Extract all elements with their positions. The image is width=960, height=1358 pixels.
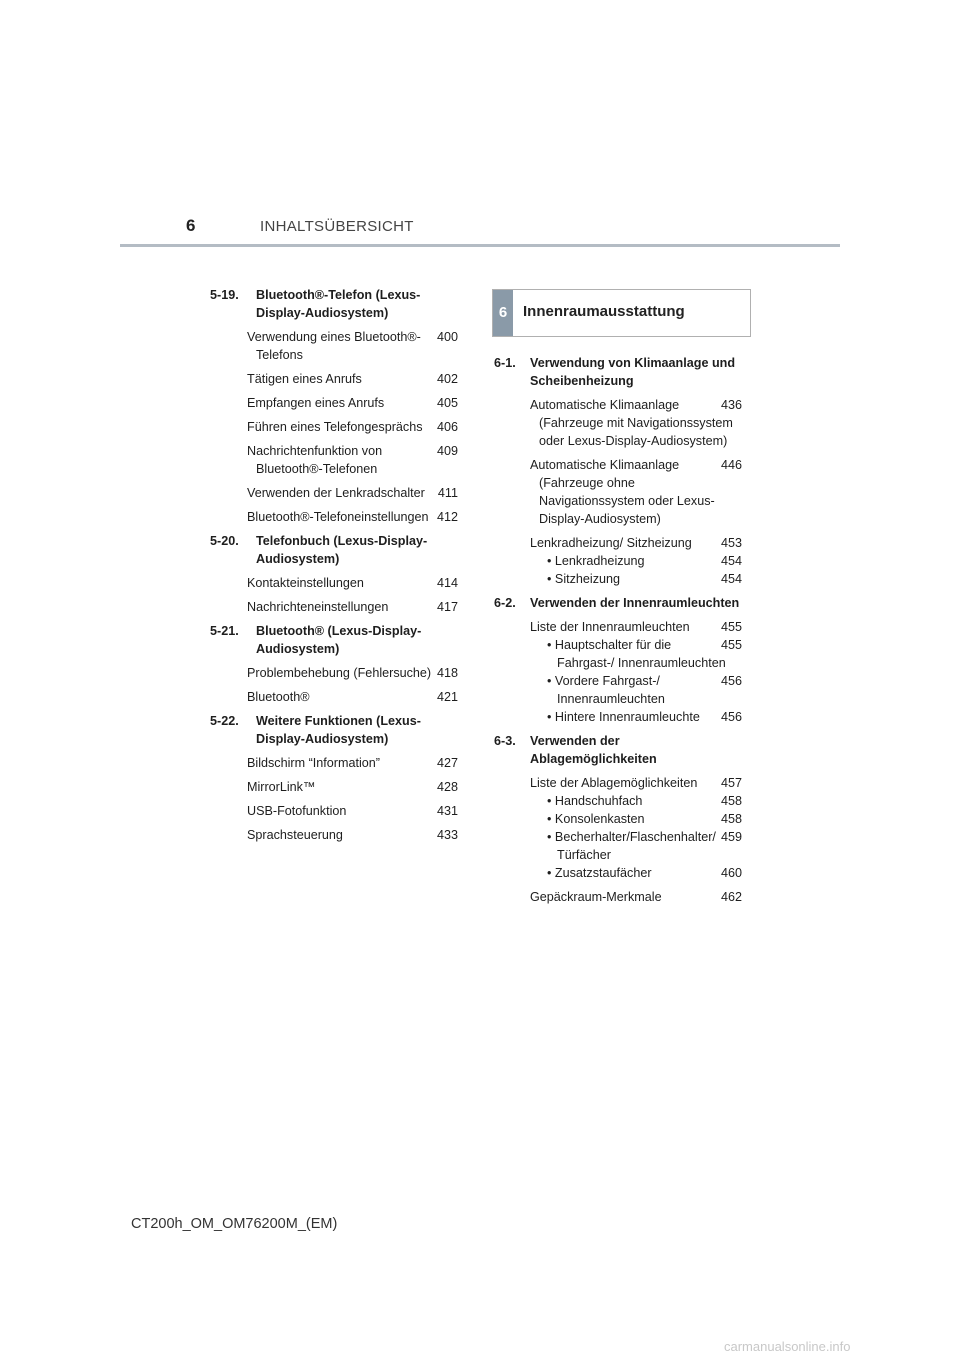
toc-sub-entry[interactable]	[539, 672, 742, 708]
bullet-icon: •	[547, 554, 555, 568]
page-ref[interactable]: 458	[720, 794, 742, 808]
page-ref[interactable]: 421	[436, 690, 458, 704]
section-number: 6-2.	[494, 596, 516, 610]
page-ref[interactable]: 456	[720, 710, 742, 724]
page-ref[interactable]: 418	[436, 666, 458, 680]
entry-label: Lenkradheizung/ Sitzheizung	[530, 536, 692, 550]
page-ref[interactable]: 431	[436, 804, 458, 818]
toc-entry[interactable]	[247, 778, 458, 796]
toc-section	[494, 732, 742, 906]
entry-label: Bildschirm “Information”	[247, 756, 380, 770]
page-ref[interactable]: 456	[720, 674, 742, 688]
section-number: 5-19.	[210, 288, 239, 302]
toc-entry[interactable]	[247, 574, 458, 592]
toc-entry[interactable]	[247, 328, 458, 364]
page-ref[interactable]: 459	[720, 830, 742, 844]
toc-section	[210, 622, 458, 706]
toc-entry[interactable]	[247, 442, 458, 478]
watermark: carmanualsonline.info	[724, 1339, 851, 1354]
toc-sub-entry[interactable]	[539, 570, 742, 588]
bullet-icon: •	[547, 794, 555, 808]
page-ref[interactable]: 405	[436, 396, 458, 410]
entry-label: Hintere Innenraumleuchte	[554, 710, 700, 724]
entry-label: USB-Fotofunktion	[247, 804, 347, 818]
toc-entry[interactable]	[530, 618, 742, 726]
bullet-icon: •	[547, 638, 555, 652]
header-title: INHALTSÜBERSICHT	[260, 218, 414, 235]
toc-entry[interactable]	[530, 888, 742, 906]
toc-entries	[530, 774, 742, 906]
section-number: 5-22.	[210, 714, 239, 728]
page-ref[interactable]: 454	[720, 554, 742, 568]
toc-right-column	[494, 354, 742, 912]
entry-label: Automatische Klimaanlage (Fahrzeuge ohne Navigationssystem oder Lexus-Display-Audiosystem)	[530, 458, 715, 526]
toc-section	[210, 712, 458, 844]
toc-sub-entry[interactable]	[539, 810, 742, 828]
page-ref[interactable]: 402	[436, 372, 458, 386]
page-ref[interactable]: 462	[720, 890, 742, 904]
toc-entry[interactable]	[247, 418, 458, 436]
toc-sub-entry[interactable]	[539, 864, 742, 882]
section-title: Verwenden der Innenraumleuchten	[530, 596, 740, 610]
sub-entries	[539, 792, 742, 882]
toc-entry[interactable]	[247, 664, 458, 682]
toc-sub-entry[interactable]	[539, 708, 742, 726]
entry-label: Führen eines Telefongesprächs	[247, 420, 423, 434]
section-number: 5-20.	[210, 534, 239, 548]
sub-entries	[539, 552, 742, 588]
entry-label: Hauptschalter für die Fahrgast-/ Innenraumleuchten	[554, 638, 726, 670]
toc-sub-entry[interactable]	[539, 828, 742, 864]
header-rule	[120, 244, 840, 247]
toc-entry[interactable]	[247, 370, 458, 388]
page-ref[interactable]: 414	[436, 576, 458, 590]
page-ref[interactable]: 411	[437, 486, 458, 500]
entry-label: Kontakteinstellungen	[247, 576, 364, 590]
entry-label: Sitzheizung	[554, 572, 621, 586]
page-ref[interactable]: 417	[436, 600, 458, 614]
page-ref[interactable]: 458	[720, 812, 742, 826]
entry-label: Lenkradheizung	[554, 554, 645, 568]
entry-label: Nachrichteneinstellungen	[247, 600, 389, 614]
page-header	[120, 214, 840, 246]
toc-entry[interactable]	[530, 456, 742, 528]
entry-label: Automatische Klimaanlage (Fahrzeuge mit Navigationssystem oder Lexus-Display-Audiosystem)	[530, 398, 733, 448]
entry-label: Verwendung eines Bluetooth®-Telefons	[247, 330, 421, 362]
section-number: 6-3.	[494, 734, 516, 748]
bullet-icon: •	[547, 572, 555, 586]
page-ref[interactable]: 455	[720, 620, 742, 634]
toc-entries	[247, 328, 458, 526]
toc-entry[interactable]	[530, 774, 742, 882]
toc-entry[interactable]	[247, 688, 458, 706]
page-number: 6	[186, 216, 196, 235]
entry-label: Zusatzstaufächer	[554, 866, 652, 880]
toc-entries	[247, 754, 458, 844]
page-ref[interactable]: 427	[436, 756, 458, 770]
toc-entry[interactable]	[247, 826, 458, 844]
chapter-number: 6	[498, 304, 508, 321]
entry-label: Handschuhfach	[554, 794, 643, 808]
footer-code: CT200h_OM_OM76200M_(EM)	[131, 1216, 338, 1232]
chapter-title: Innenraumausstattung	[523, 303, 685, 320]
toc-sub-entry[interactable]	[539, 636, 742, 672]
entry-label: Bluetooth®	[247, 690, 310, 704]
toc-entries	[530, 618, 742, 726]
toc-entry[interactable]	[530, 534, 742, 588]
bullet-icon: •	[547, 812, 555, 826]
entry-label: Liste der Ablagemöglichkeiten	[530, 776, 698, 790]
bullet-icon: •	[547, 674, 555, 688]
page-ref[interactable]: 406	[436, 420, 458, 434]
toc-entry[interactable]	[247, 802, 458, 820]
toc-entries	[247, 574, 458, 616]
entry-label: Vordere Fahrgast-/ Innenraumleuchten	[554, 674, 665, 706]
toc-entry[interactable]	[247, 484, 458, 502]
page-ref[interactable]: 433	[436, 828, 458, 842]
sub-entries	[539, 636, 742, 726]
entry-label: Gepäckraum-Merkmale	[530, 890, 662, 904]
toc-sub-entry[interactable]	[539, 552, 742, 570]
toc-section	[494, 594, 742, 726]
section-title: Telefonbuch (Lexus-Display-Audiosystem)	[256, 534, 428, 566]
toc-entry[interactable]	[247, 754, 458, 772]
page-ref[interactable]: 428	[436, 780, 458, 794]
entry-label: Problembehebung (Fehlersuche)	[247, 666, 432, 680]
toc-section	[210, 532, 458, 616]
entry-label: Tätigen eines Anrufs	[247, 372, 362, 386]
bullet-icon: •	[547, 830, 555, 844]
toc-entry[interactable]	[247, 394, 458, 412]
page-ref[interactable]: 453	[720, 536, 742, 550]
page-ref[interactable]: 409	[436, 444, 458, 458]
section-title: Weitere Funktionen (Lexus-Display-Audiosystem)	[256, 714, 421, 746]
section-title: Bluetooth®-Telefon (Lexus-Display-Audiosystem)	[256, 288, 421, 320]
page-ref[interactable]: 455	[720, 638, 742, 652]
bullet-icon: •	[547, 866, 555, 880]
entry-label: Empfangen eines Anrufs	[247, 396, 385, 410]
toc-entry[interactable]	[247, 598, 458, 616]
toc-entry[interactable]	[247, 508, 458, 526]
chapter-box[interactable]	[492, 289, 751, 337]
page-ref[interactable]: 460	[720, 866, 742, 880]
toc-entries	[247, 664, 458, 706]
toc-entries	[530, 396, 742, 588]
page-ref[interactable]: 436	[720, 398, 742, 412]
entry-label: Verwenden der Lenkradschalter	[247, 486, 425, 500]
entry-label: Nachrichtenfunktion von Bluetooth®-Telefonen	[247, 444, 383, 476]
entry-label: Sprachsteuerung	[247, 828, 343, 842]
entry-label: Konsolenkasten	[554, 812, 645, 826]
entry-label: Bluetooth®-Telefoneinstellungen	[247, 510, 429, 524]
section-title: Bluetooth® (Lexus-Display-Audiosystem)	[256, 624, 422, 656]
section-title: Verwendung von Klimaanlage und Scheibenheizung	[530, 356, 736, 388]
toc-left-column	[210, 286, 458, 850]
entry-label: MirrorLink™	[247, 780, 316, 794]
page-ref[interactable]: 457	[720, 776, 742, 790]
entry-label: Becherhalter/Flaschenhalter/ Türfächer	[554, 830, 716, 862]
toc-section	[210, 286, 458, 526]
page-ref[interactable]: 454	[720, 572, 742, 586]
section-number: 5-21.	[210, 624, 239, 638]
entry-label: Liste der Innenraumleuchten	[530, 620, 690, 634]
toc-section	[494, 354, 742, 588]
toc-entry[interactable]	[530, 396, 742, 450]
bullet-icon: •	[547, 710, 555, 724]
page-ref[interactable]: 412	[436, 510, 458, 524]
page-ref[interactable]: 446	[720, 458, 742, 472]
toc-sub-entry[interactable]	[539, 792, 742, 810]
section-title: Verwenden der Ablagemöglichkeiten	[530, 734, 657, 766]
section-number: 6-1.	[494, 356, 516, 370]
page-ref[interactable]: 400	[436, 330, 458, 344]
